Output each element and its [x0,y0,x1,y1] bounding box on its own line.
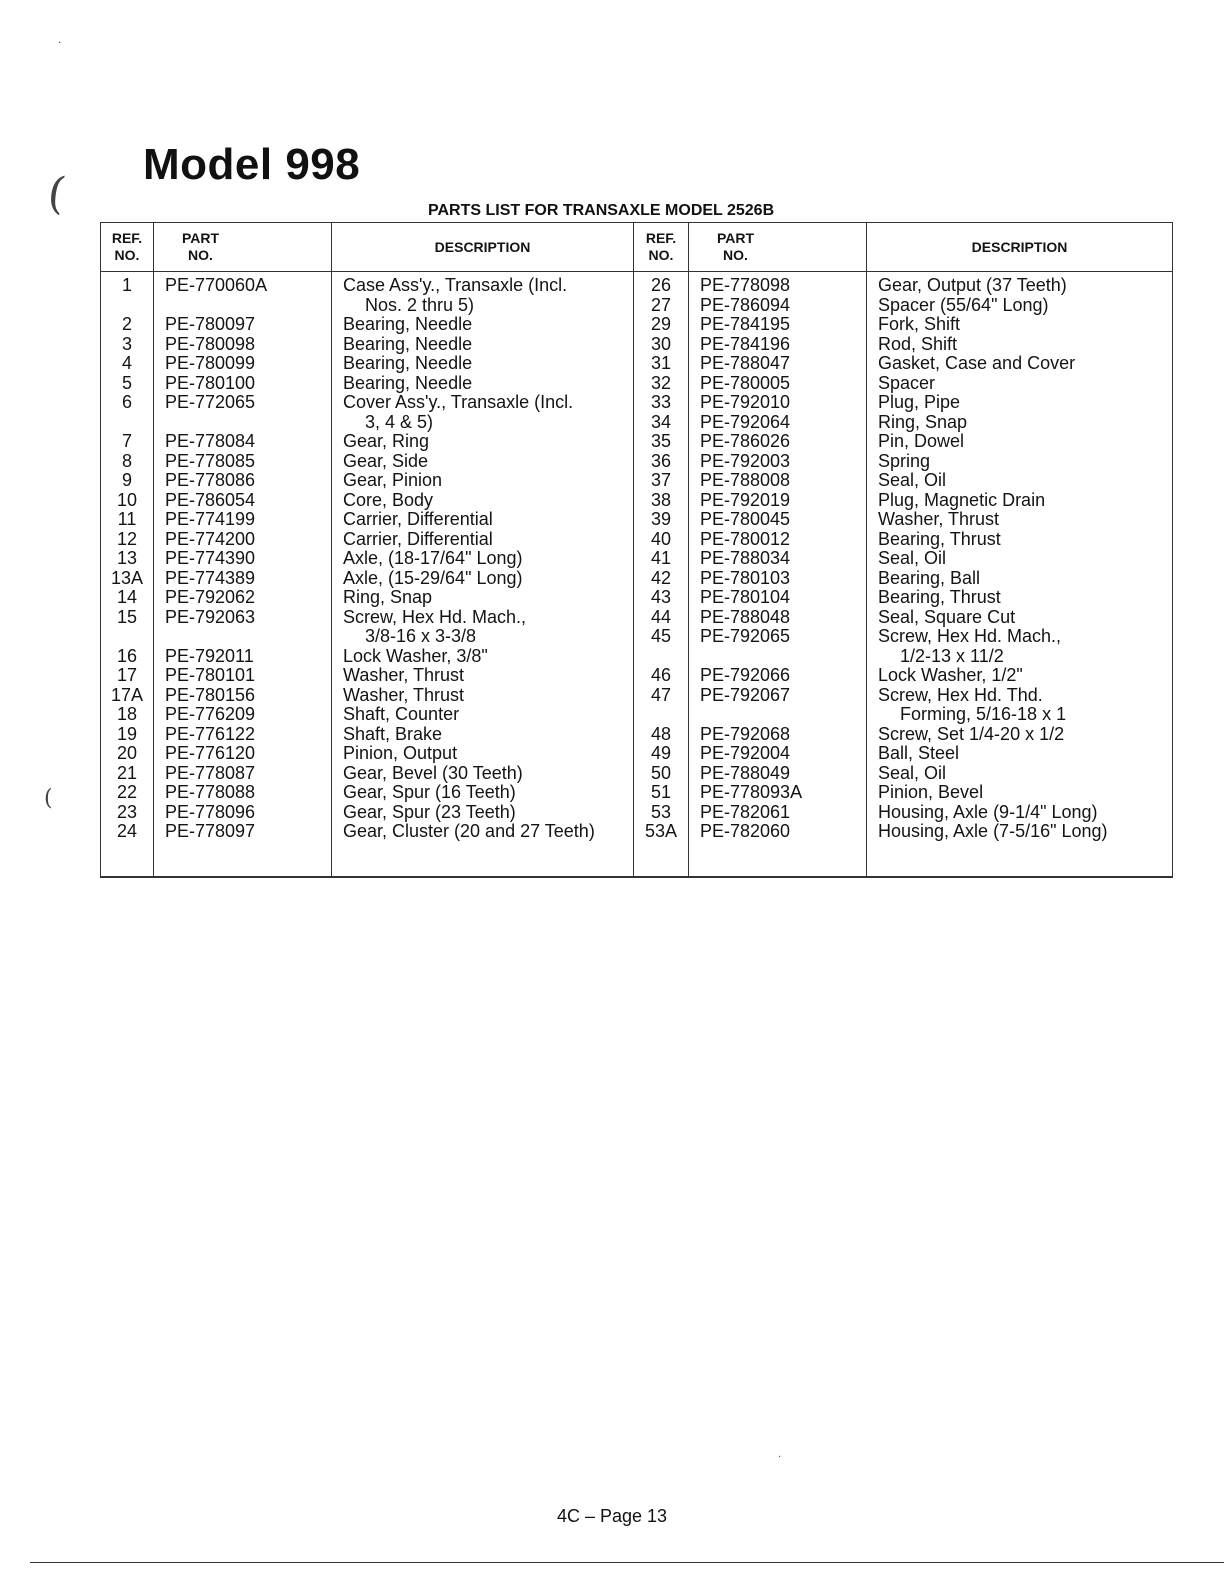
ref-number: 4 [121,353,132,373]
ref-number: 27 [650,294,672,315]
part-description: Gasket, Case and Cover [878,353,1076,373]
part-description: Pin, Dowel [878,431,965,451]
part-description: Shaft, Counter [343,704,460,724]
ref-number: 8 [121,450,132,471]
ref-number: 53 [650,801,672,822]
part-description: Bearing, Needle [343,353,473,373]
ref-number: 10 [116,489,138,510]
part-number: PE-792062 [165,587,256,607]
part-number: PE-778084 [165,431,256,451]
part-description: Pinion, Output [343,743,458,763]
page-footer: 4C – Page 13 [556,1506,668,1526]
part-number: PE-778086 [165,470,256,490]
part-number: PE-788047 [700,353,791,373]
part-number: PE-786094 [700,294,791,315]
header-text: NO. [114,247,140,263]
part-number: PE-778098 [700,275,791,295]
header-text: NO. [188,247,213,263]
row-spacer [102,296,152,316]
part-number: PE-788048 [700,606,791,627]
description-header [867,223,1173,272]
header-text: PART [717,230,755,246]
ref-number: 16 [116,645,138,666]
part-description: Case Ass'y., Transaxle (Incl. [343,275,568,295]
ref-number: 23 [116,801,138,822]
margin-mark: ( [44,167,69,220]
part-number: PE-776120 [165,743,256,763]
row-spacer [102,627,152,647]
ref-number: 34 [650,411,672,432]
part-description: Gear, Output (37 Teeth) [878,275,1067,295]
part-no-header [689,223,867,272]
right-ref-column [634,272,689,878]
part-description: Carrier, Differential [343,528,493,549]
row-spacer [155,627,330,647]
ref-number: 22 [116,782,138,802]
part-description: Spacer [878,372,936,393]
ref-number: 32 [650,372,672,393]
row-spacer [635,647,687,667]
margin-mark: ( [44,786,53,811]
part-description: Cover Ass'y., Transaxle (Incl. [343,392,574,412]
part-description-continued: 1/2-13 x 11/2 [900,645,1004,666]
ref-number: 9 [121,470,132,490]
part-number: PE-786026 [700,431,791,451]
row-spacer [102,413,152,433]
part-number: PE-772065 [165,392,256,412]
ref-number: 1 [121,275,132,295]
part-number: PE-782060 [700,821,791,841]
part-description: Screw, Hex Hd. Mach., [343,606,527,627]
part-description: Screw, Set 1/4-20 x 1/2 [878,723,1065,744]
ref-number: 46 [650,665,672,685]
part-number: PE-776122 [165,723,256,744]
header-text: NO. [648,247,674,263]
ref-number: 13 [116,548,138,568]
part-description-continued: 3, 4 & 5) [365,411,434,432]
part-number: PE-786054 [165,489,256,510]
part-number: PE-778097 [165,821,256,841]
ref-number: 49 [650,743,672,763]
ref-number: 44 [650,606,672,627]
parts-table [100,222,1173,878]
part-number: PE-774200 [165,528,256,549]
part-number: PE-792066 [700,665,791,685]
part-description: Washer, Thrust [343,665,465,685]
part-number: PE-792004 [700,743,791,763]
part-description-continued: Forming, 5/16-18 x 1 [900,704,1067,724]
part-description: Seal, Oil [878,762,947,783]
part-description: Gear, Spur (23 Teeth) [343,801,516,822]
bottom-rule [30,1562,1224,1563]
ref-number: 36 [650,450,672,471]
part-number: PE-792068 [700,723,791,744]
part-description: Core, Body [343,489,434,510]
part-number: PE-780012 [700,528,791,549]
part-description: Seal, Oil [878,470,947,490]
part-description: Gear, Side [343,450,429,471]
part-description: Seal, Oil [878,548,947,568]
header-text: DESCRIPTION [971,238,1068,255]
part-number: PE-774199 [165,509,256,529]
part-number: PE-780100 [165,372,256,393]
table-header-row [101,223,1173,272]
ref-number: 17A [110,684,144,705]
ref-number: 21 [116,762,138,783]
part-description: Bearing, Needle [343,333,473,354]
ref-number: 39 [650,509,672,529]
ref-number: 26 [650,275,672,295]
ref-no-header [634,223,689,272]
part-description: Shaft, Brake [343,723,443,744]
ref-number: 43 [650,587,672,607]
row-spacer [155,296,330,316]
margin-mark: · [58,38,62,49]
part-description: Carrier, Differential [343,509,493,529]
part-number: PE-784196 [700,333,791,354]
ref-number: 31 [650,353,672,373]
part-number: PE-780156 [165,684,256,705]
part-number: PE-792010 [700,392,791,412]
row-spacer [690,647,865,667]
part-description: Bearing, Thrust [878,528,1001,549]
part-description: Lock Washer, 1/2" [878,665,1023,685]
ref-number: 24 [116,821,138,841]
part-number: PE-788049 [700,762,791,783]
ref-number: 45 [650,626,672,646]
ref-number: 42 [650,567,672,588]
left-description-column [332,272,634,878]
part-description: Spring [878,450,931,471]
part-description: Plug, Magnetic Drain [878,489,1046,510]
ref-number: 5 [121,372,132,393]
parts-list-subtitle: PARTS LIST FOR TRANSAXLE MODEL 2526B [428,202,775,219]
left-ref-column [101,272,154,878]
ref-number: 38 [650,489,672,510]
part-description: Gear, Bevel (30 Teeth) [343,762,523,783]
ref-number: 6 [121,392,132,412]
header-text: REF. [111,230,143,246]
part-description: Screw, Hex Hd. Mach., [878,626,1062,646]
part-description: Axle, (15-29/64" Long) [343,567,523,588]
part-number: PE-788034 [700,548,791,568]
ref-number: 40 [650,528,672,549]
header-text: REF. [645,230,677,246]
part-description-continued: Nos. 2 thru 5) [365,294,475,315]
part-description: Bearing, Needle [343,314,473,334]
part-no-header [154,223,332,272]
description-header [332,223,634,272]
part-number: PE-780045 [700,509,791,529]
part-description: Housing, Axle (9-1/4" Long) [878,801,1098,822]
part-number: PE-778093A [700,782,803,802]
part-number: PE-792019 [700,489,791,510]
part-number: PE-770060A [165,275,268,295]
part-description: Bearing, Ball [878,567,981,588]
ref-no-header [101,223,154,272]
part-description: Ball, Steel [878,743,960,763]
part-number: PE-774390 [165,548,256,568]
part-number: PE-792011 [165,645,254,666]
part-number: PE-782061 [700,801,791,822]
part-description: Axle, (18-17/64" Long) [343,548,523,568]
part-number: PE-778096 [165,801,256,822]
right-part-column [689,272,867,878]
part-description: Gear, Ring [343,431,430,451]
ref-number: 51 [650,782,672,802]
part-number: PE-780005 [700,372,791,393]
ref-number: 13A [110,567,144,588]
ref-number: 30 [650,333,672,354]
part-description: Bearing, Needle [343,372,473,393]
part-description: Housing, Axle (7-5/16" Long) [878,821,1108,841]
part-number: PE-778085 [165,450,256,471]
ref-number: 53A [644,821,678,841]
ref-number: 33 [650,392,672,412]
part-number: PE-784195 [700,314,791,334]
right-description-column [867,272,1173,878]
header-text: DESCRIPTION [434,238,531,255]
part-number: PE-792064 [700,411,791,432]
ref-number: 7 [121,431,132,451]
ref-number: 17 [116,665,138,685]
part-description: Washer, Thrust [878,509,1000,529]
part-description: Gear, Spur (16 Teeth) [343,782,516,802]
part-description: Pinion, Bevel [878,782,984,802]
part-description: Fork, Shift [878,314,961,334]
part-number: PE-792065 [700,626,791,646]
margin-mark: · [778,1452,782,1463]
part-number: PE-780103 [700,567,791,588]
page-title: Model 998 [143,140,361,189]
row-spacer [635,705,687,725]
ref-number: 12 [116,528,138,549]
part-number: PE-780099 [165,353,256,373]
part-description: Ring, Snap [343,587,433,607]
ref-number: 14 [116,587,138,607]
row-spacer [155,413,330,433]
part-description: Seal, Square Cut [878,606,1016,627]
part-description: Rod, Shift [878,333,958,354]
ref-number: 29 [650,314,672,334]
part-number: PE-778088 [165,782,256,802]
part-number: PE-774389 [165,567,256,588]
part-description: Washer, Thrust [343,684,465,705]
left-part-column [154,272,332,878]
row-spacer [690,705,865,725]
ref-number: 11 [117,509,137,529]
part-number: PE-776209 [165,704,256,724]
part-description: Ring, Snap [878,411,968,432]
part-description: Plug, Pipe [878,392,961,412]
ref-number: 18 [116,704,138,724]
ref-number: 15 [116,606,138,627]
part-number: PE-780101 [165,665,256,685]
part-number: PE-792063 [165,606,256,627]
part-number: PE-778087 [165,762,256,783]
part-description: Gear, Cluster (20 and 27 Teeth) [343,821,595,841]
part-number: PE-780097 [165,314,256,334]
ref-number: 35 [650,431,672,451]
part-number: PE-788008 [700,470,791,490]
part-number: PE-780104 [700,587,791,607]
part-description-continued: 3/8-16 x 3-3/8 [365,626,477,646]
ref-number: 19 [116,723,138,744]
ref-number: 50 [650,762,672,783]
part-description: Screw, Hex Hd. Thd. [878,684,1043,705]
ref-number: 20 [116,743,138,763]
ref-number: 41 [650,548,672,568]
header-text: PART [182,230,220,246]
part-number: PE-792003 [700,450,791,471]
table-body-row [101,272,1173,878]
part-description: Lock Washer, 3/8" [343,645,488,666]
ref-number: 48 [650,723,672,744]
part-description: Gear, Pinion [343,470,443,490]
part-description: Bearing, Thrust [878,587,1001,607]
ref-number: 2 [121,314,132,334]
part-number: PE-792067 [700,684,791,705]
header-text: NO. [723,247,748,263]
ref-number: 47 [650,684,672,705]
part-number: PE-780098 [165,333,256,354]
ref-number: 37 [650,470,672,490]
ref-number: 3 [121,333,132,354]
part-description: Spacer (55/64" Long) [878,294,1049,315]
